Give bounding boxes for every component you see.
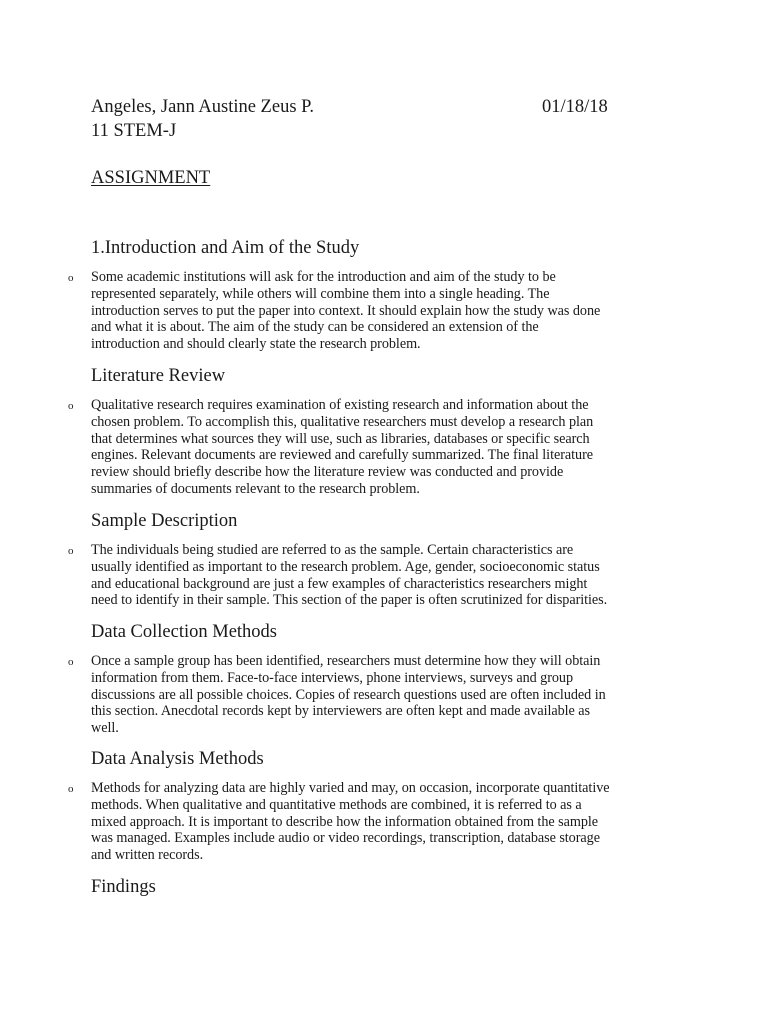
- body-line: mixed approach. It is important to describe how the information obtained from the sample: [91, 813, 599, 830]
- section-heading: Data Collection Methods: [91, 622, 277, 642]
- body-line: this section. Anecdotal records kept by interviewers are often kept and made available as: [91, 703, 591, 720]
- body-line: and what it is about. The aim of the study can be considered an extension of the: [91, 319, 539, 336]
- section-heading: Data Analysis Methods: [91, 749, 264, 769]
- body-line: The individuals being studied are referred to as the sample. Certain characteristics are: [91, 542, 574, 558]
- section-body: [91, 780, 681, 864]
- body-line: need to identify in their sample. This section of the paper is often scrutinized for disparities.: [91, 592, 608, 609]
- body-line: that determines what sources they will use, such as libraries, databases or specific search: [91, 430, 590, 447]
- body-line: information from them. Face-to-face interviews, phone interviews, surveys and group: [91, 669, 574, 686]
- grade-section: 11 STEM-J: [91, 121, 177, 141]
- bullet-marker: o: [68, 400, 74, 412]
- body-line: discussions are all possible choices. Copies of research questions used are often included in: [91, 686, 606, 703]
- body-line: Methods for analyzing data are highly varied and may, on occasion, incorporate quantitative: [91, 780, 610, 796]
- section-heading: Findings: [91, 877, 156, 897]
- bullet-marker: o: [68, 545, 74, 557]
- body-line: review should briefly describe how the literature review was conducted and provide: [91, 464, 564, 481]
- body-line: well.: [91, 720, 119, 737]
- body-line: was managed. Examples include audio or video recordings, transcription, database storage: [91, 830, 600, 847]
- student-name: Angeles, Jann Austine Zeus P.: [91, 97, 315, 117]
- body-line: engines. Relevant documents are reviewed and carefully summarized. The final literature: [91, 447, 593, 464]
- section-heading: Sample Description: [91, 511, 238, 531]
- bullet-marker: o: [68, 272, 74, 284]
- section-body: [91, 653, 681, 737]
- assignment-title: ASSIGNMENT: [91, 168, 211, 188]
- body-line: Some academic institutions will ask for the introduction and aim of the study to be: [91, 269, 556, 285]
- section-heading: Literature Review: [91, 366, 226, 386]
- section-body: [91, 269, 681, 353]
- document-date: 01/18/18: [542, 97, 608, 117]
- body-line: and educational background are just a few examples of characteristics researchers might: [91, 575, 588, 592]
- body-line: Once a sample group has been identified, researchers must determine how they will obtain: [91, 653, 601, 669]
- section-heading: 1.Introduction and Aim of the Study: [91, 238, 360, 258]
- bullet-marker: o: [68, 783, 74, 795]
- body-line: introduction and should clearly state the research problem.: [91, 336, 421, 353]
- body-line: methods. When qualitative and quantitative methods are combined, it is referred to as a: [91, 796, 582, 813]
- body-line: introduction serves to put the paper into context. It should explain how the study was done: [91, 302, 601, 319]
- section-body: [91, 542, 681, 609]
- section-body: [91, 397, 681, 498]
- bullet-marker: o: [68, 656, 74, 668]
- body-line: Qualitative research requires examination of existing research and information about the: [91, 397, 589, 413]
- body-line: usually identified as important to the research problem. Age, gender, socioeconomic status: [91, 558, 600, 575]
- body-line: summaries of documents relevant to the research problem.: [91, 480, 420, 497]
- body-line: chosen problem. To accomplish this, qualitative researchers must develop a research plan: [91, 413, 594, 430]
- body-line: and written records.: [91, 847, 204, 864]
- body-line: represented separately, while others will combine them into a single heading. The: [91, 285, 550, 302]
